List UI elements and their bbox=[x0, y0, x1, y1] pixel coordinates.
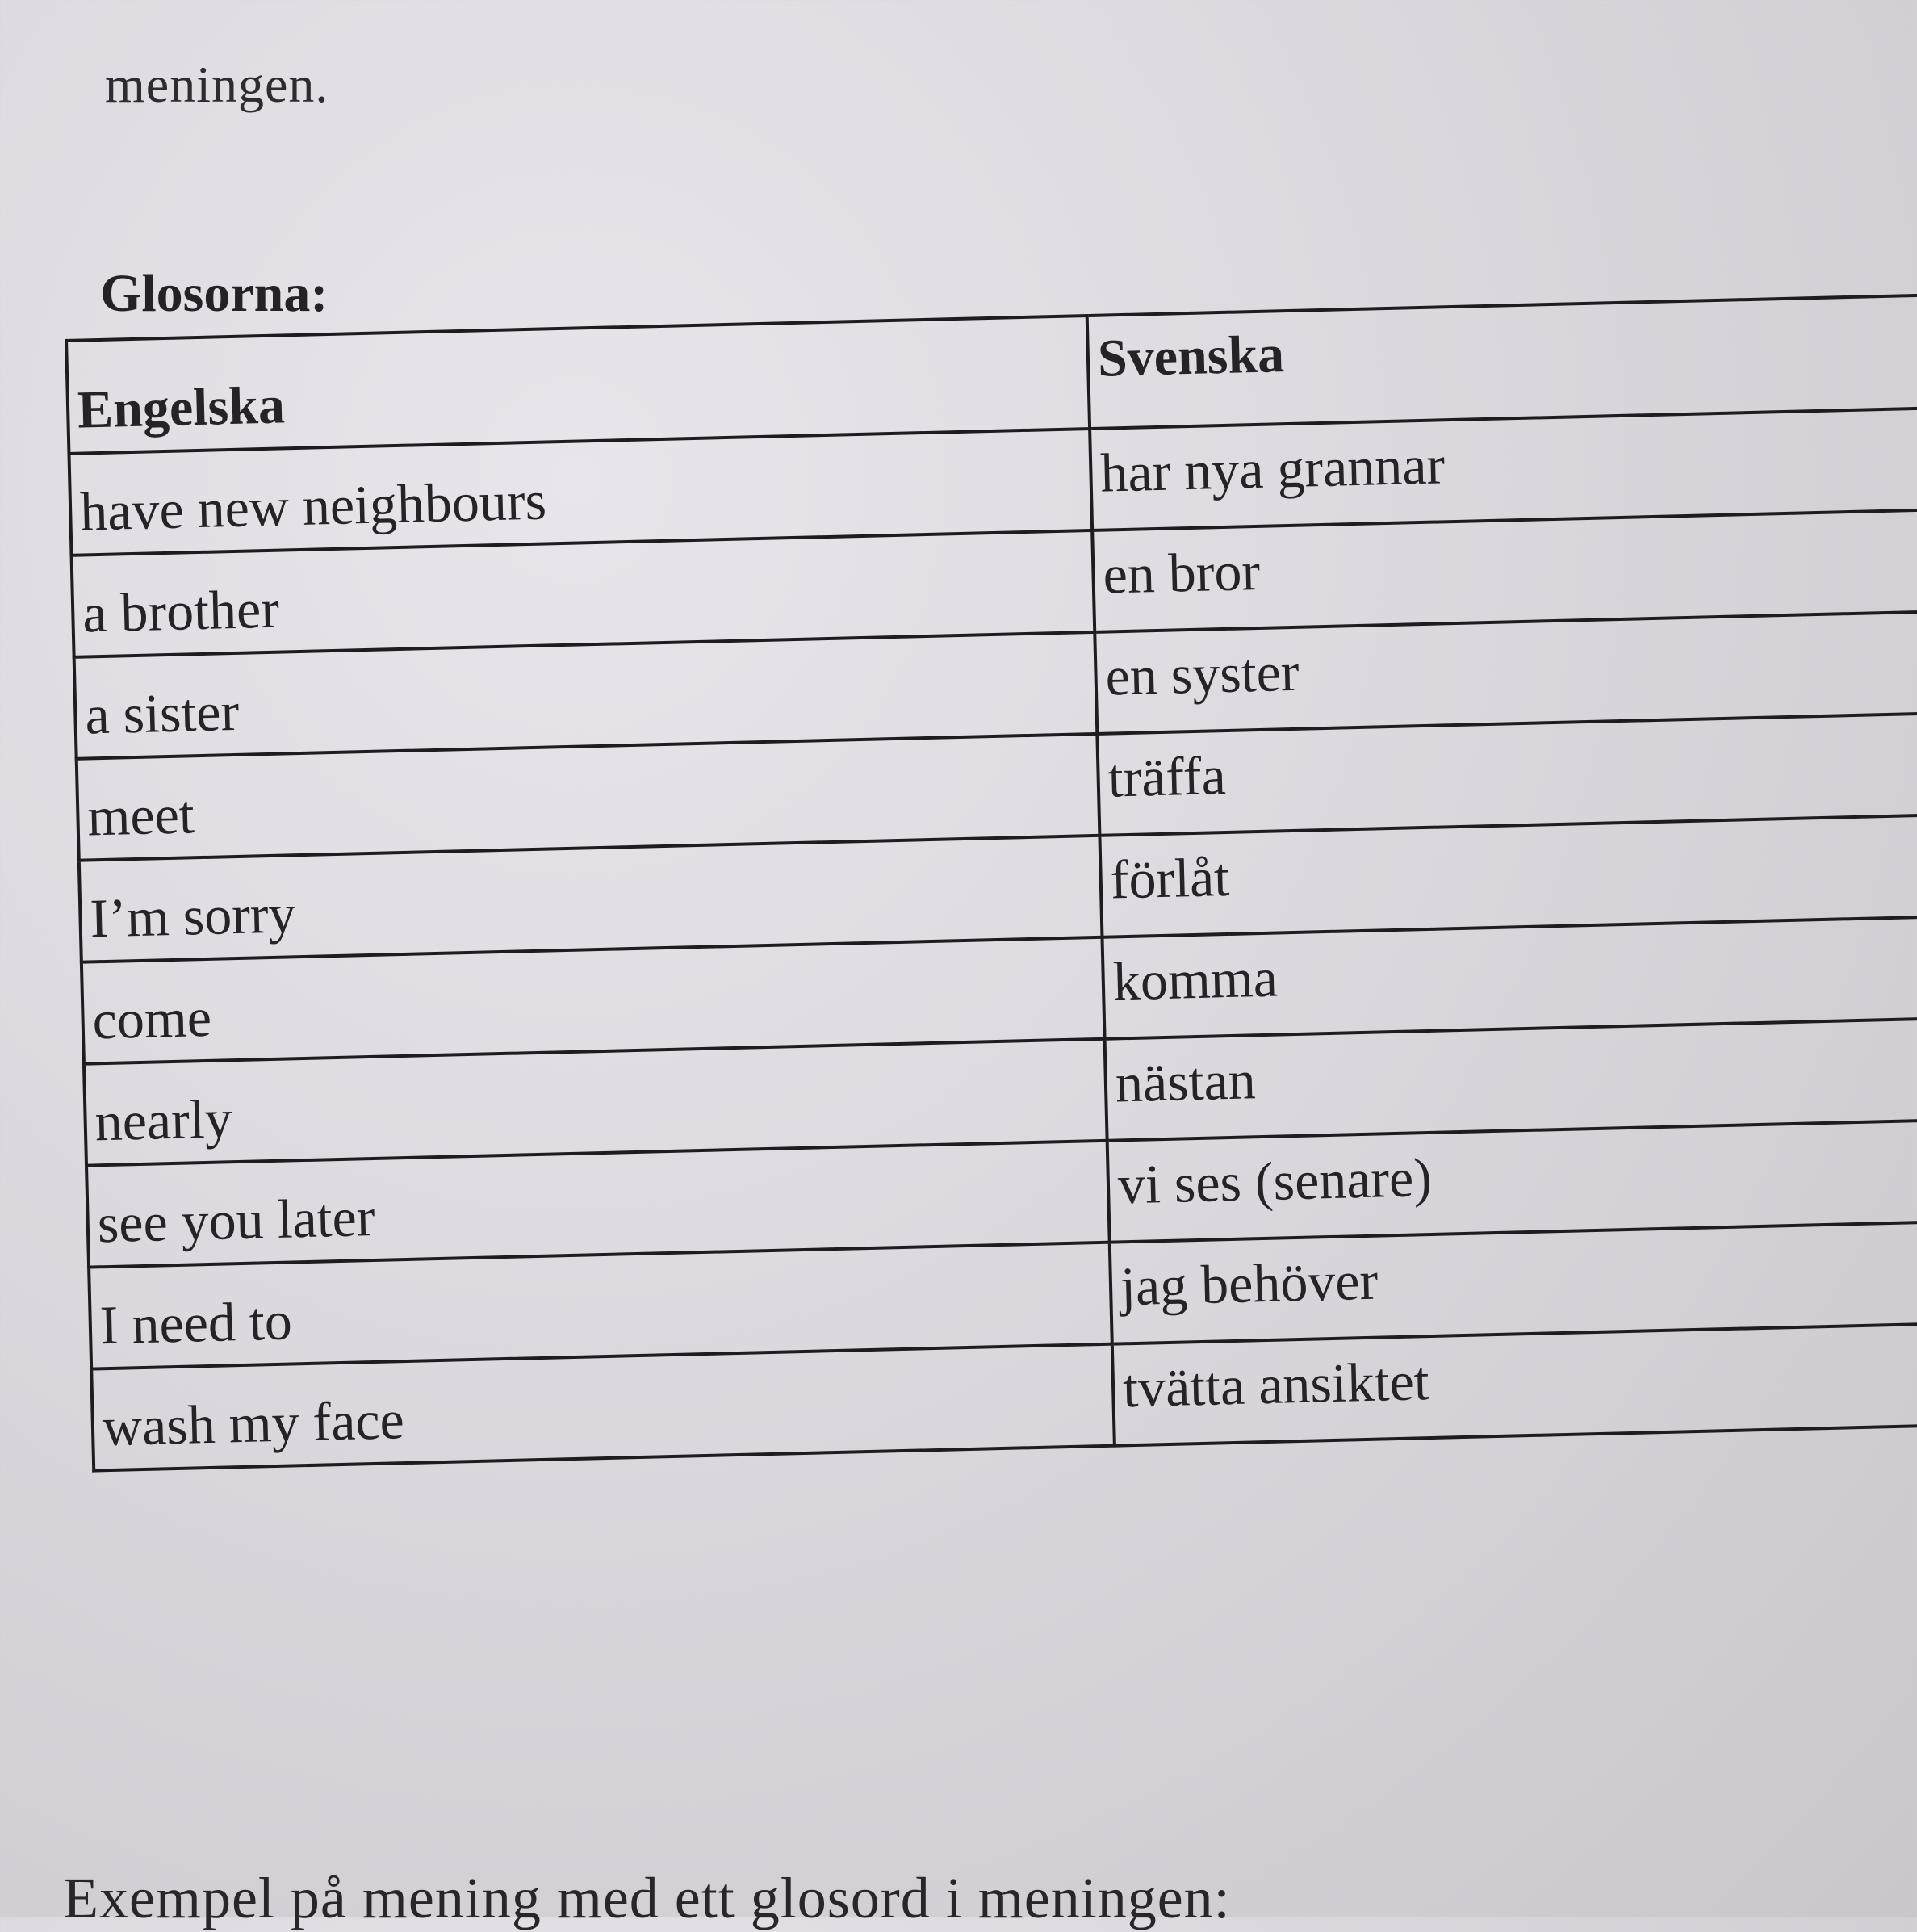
swedish-term: en bror bbox=[1092, 509, 1917, 632]
english-term: a brother bbox=[72, 530, 1095, 657]
swedish-term: nästan bbox=[1105, 1018, 1917, 1141]
swedish-term: tvätta ansiktet bbox=[1112, 1322, 1917, 1445]
column-header-swedish: Svenska bbox=[1087, 295, 1917, 429]
swedish-term: förlåt bbox=[1099, 815, 1917, 937]
vocabulary-heading: Glosorna: bbox=[100, 264, 329, 323]
intro-text: meningen. bbox=[105, 56, 329, 113]
english-term: meet bbox=[77, 734, 1100, 861]
english-term: nearly bbox=[84, 1039, 1107, 1166]
swedish-term: komma bbox=[1102, 916, 1917, 1039]
example-sentence-caption: Exempel på mening med ett glosord i meningen: bbox=[63, 1866, 1231, 1930]
column-header-english: Engelska bbox=[66, 316, 1090, 454]
english-term: have new neighbours bbox=[69, 429, 1092, 555]
vocabulary-table bbox=[65, 293, 1917, 1473]
english-term: see you later bbox=[86, 1141, 1110, 1268]
swedish-term: jag behöver bbox=[1110, 1221, 1917, 1343]
english-term: I’m sorry bbox=[79, 836, 1103, 962]
swedish-term: träffa bbox=[1097, 713, 1917, 836]
english-term: I need to bbox=[89, 1243, 1112, 1369]
swedish-term: har nya grannar bbox=[1090, 408, 1917, 530]
english-term: a sister bbox=[74, 632, 1098, 759]
english-term: come bbox=[82, 937, 1105, 1064]
swedish-term: vi ses (senare) bbox=[1107, 1119, 1917, 1242]
english-term: wash my face bbox=[91, 1344, 1115, 1471]
swedish-term: en syster bbox=[1095, 611, 1917, 734]
